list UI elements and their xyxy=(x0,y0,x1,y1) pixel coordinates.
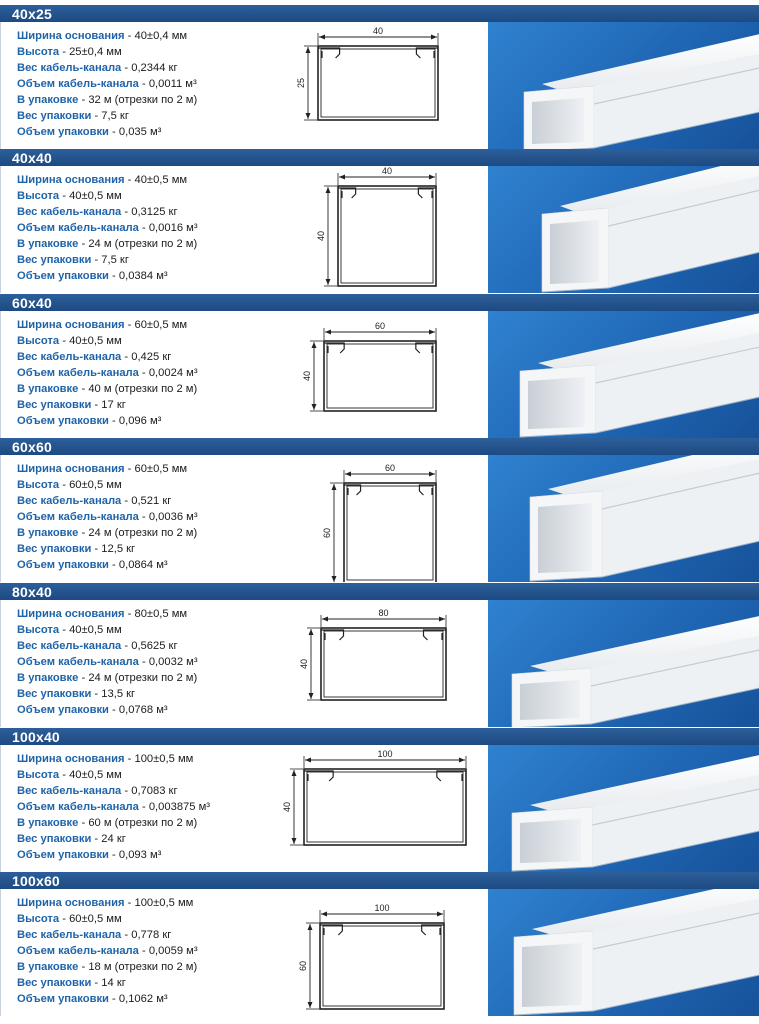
spec-label: Объем кабель-канала xyxy=(17,367,139,379)
spec-value: - 40±0,5 мм xyxy=(59,769,122,781)
spec-row xyxy=(17,478,122,493)
spec-label: Ширина основания xyxy=(17,174,125,186)
spec-list xyxy=(0,166,277,293)
profile-diagram xyxy=(276,22,488,149)
spec-row xyxy=(17,93,197,108)
cable-channel-image xyxy=(524,32,759,149)
spec-row xyxy=(17,29,187,44)
height-label: 25 xyxy=(296,77,306,89)
spec-label: Вес кабель-канала xyxy=(17,351,122,363)
spec-row xyxy=(17,494,171,509)
height-label: 40 xyxy=(299,658,309,670)
spec-list xyxy=(0,600,277,727)
spec-label: В упаковке xyxy=(17,672,79,684)
spec-label: Объем упаковки xyxy=(17,559,109,571)
spec-row xyxy=(17,784,178,799)
height-label: 40 xyxy=(302,370,312,382)
spec-value: - 40±0,5 мм xyxy=(124,174,188,186)
profile-diagram xyxy=(276,745,488,872)
spec-row xyxy=(17,607,187,622)
spec-value: - 24 м (отрезки по 2 м) xyxy=(78,672,198,684)
spec-value: - 0,003875 м³ xyxy=(138,801,211,813)
spec-label: Вес упаковки xyxy=(17,833,92,845)
spec-value: - 100±0,5 мм xyxy=(124,897,194,909)
spec-value: - 100±0,5 мм xyxy=(124,753,194,765)
spec-row xyxy=(17,253,129,268)
spec-label: Высота xyxy=(17,479,60,491)
spec-label: Вес упаковки xyxy=(17,254,92,266)
spec-row xyxy=(17,462,187,477)
spec-row xyxy=(17,382,197,397)
spec-value: - 14 кг xyxy=(91,977,126,989)
spec-value: - 0,0768 м³ xyxy=(108,704,168,716)
spec-value: - 7,5 кг xyxy=(91,110,129,122)
spec-row xyxy=(17,221,198,236)
section-header xyxy=(0,872,759,890)
spec-value: - 40±0,5 мм xyxy=(59,335,122,347)
profile-diagram xyxy=(276,311,488,438)
width-label: 100 xyxy=(377,749,393,759)
spec-row xyxy=(17,639,178,654)
spec-label: Вес упаковки xyxy=(17,399,92,411)
profile-outline xyxy=(304,769,466,845)
spec-value: - 0,0011 м³ xyxy=(138,78,197,90)
spec-row xyxy=(17,510,198,525)
spec-row xyxy=(17,912,122,927)
width-label: 80 xyxy=(378,608,389,618)
spec-value: - 60±0,5 мм xyxy=(59,479,122,491)
spec-list xyxy=(0,311,277,438)
width-label: 40 xyxy=(381,166,393,176)
spec-row xyxy=(17,237,197,252)
spec-value: - 0,0059 м³ xyxy=(138,945,198,957)
spec-value: - 0,5625 кг xyxy=(121,640,178,652)
height-dimension xyxy=(298,923,319,1009)
product-photo xyxy=(488,22,759,149)
height-dimension xyxy=(282,769,303,845)
spec-row xyxy=(17,45,122,60)
spec-row xyxy=(17,542,135,557)
spec-label: Вес упаковки xyxy=(17,110,92,122)
spec-row xyxy=(17,623,122,638)
spec-row xyxy=(17,687,135,702)
cable-channel-image xyxy=(514,889,759,1015)
width-label: 100 xyxy=(374,903,390,913)
profile-outline xyxy=(318,46,438,120)
spec-value: - 60±0,5 мм xyxy=(124,463,188,475)
spec-label: Высота xyxy=(17,190,60,202)
height-dimension xyxy=(316,186,337,286)
spec-label: Объем упаковки xyxy=(17,993,109,1005)
spec-label: В упаковке xyxy=(17,817,79,829)
spec-row xyxy=(17,350,171,365)
spec-list xyxy=(0,22,277,149)
section-header xyxy=(0,5,759,23)
spec-value: - 0,521 кг xyxy=(121,495,172,507)
width-dimension xyxy=(324,321,436,340)
product-render xyxy=(488,745,759,872)
profile-outline xyxy=(344,483,436,582)
spec-value: - 24 м (отрезки по 2 м) xyxy=(78,238,198,250)
height-dimension xyxy=(322,483,343,582)
spec-value: - 40±0,4 мм xyxy=(124,30,188,42)
spec-section xyxy=(0,438,759,582)
spec-row xyxy=(17,816,197,831)
section-title: 100x40 xyxy=(12,729,60,745)
spec-label: Ширина основания xyxy=(17,319,125,331)
width-dimension xyxy=(318,26,438,45)
spec-row xyxy=(17,77,197,92)
spec-value: - 60 м (отрезки по 2 м) xyxy=(78,817,198,829)
spec-list xyxy=(0,889,277,1016)
cross-section-drawing xyxy=(276,745,488,872)
section-title: 100x60 xyxy=(12,873,60,889)
spec-label: В упаковке xyxy=(17,383,79,395)
product-photo xyxy=(488,600,759,727)
spec-value: - 18 м (отрезки по 2 м) xyxy=(78,961,198,973)
spec-value: - 0,1062 м³ xyxy=(108,993,168,1005)
spec-row xyxy=(17,414,161,429)
spec-row xyxy=(17,558,168,573)
spec-value: - 60±0,5 мм xyxy=(124,319,188,331)
spec-row xyxy=(17,269,168,284)
spec-label: Объем кабель-канала xyxy=(17,801,139,813)
spec-value: - 0,096 м³ xyxy=(108,415,162,427)
spec-row xyxy=(17,671,197,686)
height-dimension xyxy=(296,46,317,120)
section-header xyxy=(0,149,759,167)
spec-value: - 17 кг xyxy=(91,399,126,411)
profile-outline xyxy=(338,186,436,286)
height-label: 60 xyxy=(322,527,332,539)
cable-channel-image xyxy=(530,455,759,581)
spec-section xyxy=(0,728,759,872)
spec-label: Объем кабель-канала xyxy=(17,945,139,957)
spec-value: - 0,778 кг xyxy=(121,929,172,941)
section-title: 40x25 xyxy=(12,6,52,22)
profile-diagram xyxy=(276,889,488,1016)
spec-value: - 7,5 кг xyxy=(91,254,129,266)
spec-row xyxy=(17,944,198,959)
cable-channel-image xyxy=(542,166,759,292)
spec-label: Высота xyxy=(17,624,60,636)
cross-section-drawing xyxy=(276,166,488,293)
spec-label: Объем кабель-канала xyxy=(17,78,139,90)
spec-row xyxy=(17,173,187,188)
width-dimension xyxy=(321,608,446,627)
width-label: 60 xyxy=(374,321,386,331)
spec-section xyxy=(0,872,759,1016)
spec-row xyxy=(17,398,126,413)
spec-label: В упаковке xyxy=(17,961,79,973)
product-photo xyxy=(488,889,759,1016)
spec-value: - 0,0864 м³ xyxy=(108,559,168,571)
spec-label: Вес кабель-канала xyxy=(17,785,122,797)
spec-value: - 32 м (отрезки по 2 м) xyxy=(78,94,198,106)
spec-list xyxy=(0,745,277,872)
spec-label: Ширина основания xyxy=(17,897,125,909)
section-title: 80x40 xyxy=(12,584,52,600)
product-render xyxy=(488,166,759,293)
spec-section xyxy=(0,583,759,727)
spec-label: Вес кабель-канала xyxy=(17,929,122,941)
spec-value: - 25±0,4 мм xyxy=(59,46,122,58)
spec-row xyxy=(17,318,187,333)
spec-label: Вес кабель-канала xyxy=(17,640,122,652)
spec-row xyxy=(17,960,197,975)
spec-label: Вес упаковки xyxy=(17,543,92,555)
spec-label: В упаковке xyxy=(17,94,79,106)
height-label: 40 xyxy=(316,230,326,242)
spec-label: Вес кабель-канала xyxy=(17,495,122,507)
section-header xyxy=(0,294,759,312)
spec-row xyxy=(17,768,122,783)
spec-row xyxy=(17,896,193,911)
product-render xyxy=(488,600,759,727)
spec-label: Вес кабель-канала xyxy=(17,62,122,74)
spec-row xyxy=(17,800,210,815)
spec-row xyxy=(17,703,168,718)
cross-section-drawing xyxy=(276,311,488,438)
spec-label: Высота xyxy=(17,913,60,925)
spec-section xyxy=(0,5,759,149)
width-dimension xyxy=(304,749,466,768)
spec-value: - 0,035 м³ xyxy=(108,126,162,138)
profile-outline xyxy=(321,628,446,700)
spec-value: - 0,0024 м³ xyxy=(138,367,198,379)
profile-outline xyxy=(320,923,444,1009)
spec-section xyxy=(0,149,759,293)
spec-label: Объем упаковки xyxy=(17,849,109,861)
spec-label: Объем кабель-канала xyxy=(17,656,139,668)
spec-value: - 0,425 кг xyxy=(121,351,172,363)
spec-label: Объем кабель-канала xyxy=(17,511,139,523)
cross-section-drawing xyxy=(276,455,488,582)
product-render xyxy=(488,22,759,149)
spec-label: Объем кабель-канала xyxy=(17,222,139,234)
section-header xyxy=(0,438,759,456)
height-dimension xyxy=(299,628,320,700)
spec-value: - 0,093 м³ xyxy=(108,849,162,861)
spec-value: - 0,0032 м³ xyxy=(138,656,198,668)
width-label: 40 xyxy=(372,26,384,36)
cross-section-drawing xyxy=(276,889,488,1016)
width-dimension xyxy=(338,166,436,185)
spec-value: - 40 м (отрезки по 2 м) xyxy=(78,383,198,395)
product-photo xyxy=(488,455,759,582)
spec-row xyxy=(17,928,171,943)
spec-label: Высота xyxy=(17,769,60,781)
spec-row xyxy=(17,189,122,204)
section-title: 60x60 xyxy=(12,439,52,455)
spec-label: Ширина основания xyxy=(17,753,125,765)
spec-label: Высота xyxy=(17,46,60,58)
spec-value: - 0,7083 кг xyxy=(121,785,178,797)
spec-row xyxy=(17,109,129,124)
spec-value: - 12,5 кг xyxy=(91,543,136,555)
spec-label: В упаковке xyxy=(17,527,79,539)
width-label: 60 xyxy=(384,463,396,473)
spec-row xyxy=(17,848,161,863)
spec-value: - 60±0,5 мм xyxy=(59,913,122,925)
spec-value: - 13,5 кг xyxy=(91,688,136,700)
spec-label: Вес упаковки xyxy=(17,688,92,700)
height-label: 60 xyxy=(298,960,308,972)
width-dimension xyxy=(320,903,444,922)
spec-row xyxy=(17,832,126,847)
spec-list xyxy=(0,455,277,582)
section-title: 40x40 xyxy=(12,150,52,166)
spec-row xyxy=(17,655,198,670)
width-dimension xyxy=(344,463,436,482)
spec-row xyxy=(17,205,178,220)
profile-diagram xyxy=(276,166,488,293)
spec-value: - 0,0384 м³ xyxy=(108,270,168,282)
spec-section xyxy=(0,294,759,438)
cable-channel-image xyxy=(520,311,759,437)
product-render xyxy=(488,455,759,582)
spec-value: - 24 м (отрезки по 2 м) xyxy=(78,527,198,539)
spec-label: Ширина основания xyxy=(17,463,125,475)
spec-value: - 0,0036 м³ xyxy=(138,511,198,523)
spec-value: - 0,3125 кг xyxy=(121,206,178,218)
spec-row xyxy=(17,334,122,349)
section-title: 60x40 xyxy=(12,295,52,311)
profile-diagram xyxy=(276,600,488,727)
spec-label: Вес кабель-канала xyxy=(17,206,122,218)
cross-section-drawing xyxy=(276,600,488,727)
cable-channel-image xyxy=(512,614,759,727)
spec-value: - 40±0,5 мм xyxy=(59,624,122,636)
section-header xyxy=(0,583,759,601)
spec-row xyxy=(17,752,193,767)
section-header xyxy=(0,728,759,746)
product-render xyxy=(488,889,759,1016)
spec-row xyxy=(17,526,197,541)
spec-label: Объем упаковки xyxy=(17,270,109,282)
product-photo xyxy=(488,166,759,293)
cable-channel-image xyxy=(512,753,759,871)
spec-label: Вес упаковки xyxy=(17,977,92,989)
cross-section-drawing xyxy=(276,22,488,149)
spec-label: Объем упаковки xyxy=(17,126,109,138)
height-label: 40 xyxy=(282,801,292,813)
profile-diagram xyxy=(276,455,488,582)
spec-row xyxy=(17,992,168,1007)
spec-value: - 40±0,5 мм xyxy=(59,190,122,202)
profile-outline xyxy=(324,341,436,411)
spec-label: Ширина основания xyxy=(17,30,125,42)
product-photo xyxy=(488,311,759,438)
spec-row xyxy=(17,366,198,381)
product-photo xyxy=(488,745,759,872)
spec-value: - 24 кг xyxy=(91,833,126,845)
height-dimension xyxy=(302,341,323,411)
spec-label: Объем упаковки xyxy=(17,704,109,716)
spec-label: В упаковке xyxy=(17,238,79,250)
spec-row xyxy=(17,61,178,76)
product-render xyxy=(488,311,759,438)
spec-label: Ширина основания xyxy=(17,608,125,620)
spec-value: - 0,2344 кг xyxy=(121,62,178,74)
spec-row xyxy=(17,976,126,991)
spec-label: Высота xyxy=(17,335,60,347)
spec-label: Объем упаковки xyxy=(17,415,109,427)
spec-value: - 0,0016 м³ xyxy=(138,222,198,234)
spec-row xyxy=(17,125,161,140)
spec-value: - 80±0,5 мм xyxy=(124,608,188,620)
